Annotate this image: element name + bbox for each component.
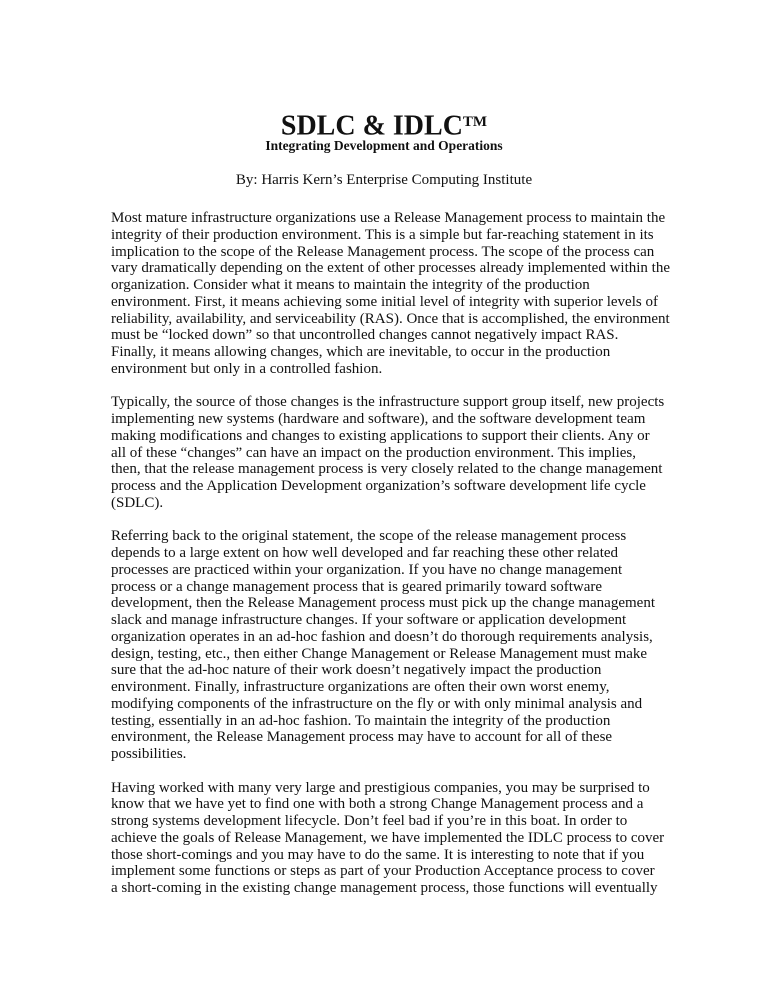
text-line: slack and manage infrastructure changes. If your software or application development — [111, 612, 627, 628]
title-text: SDLC & IDLC — [280, 110, 463, 142]
text-line: process and the Application Development organization’s software development life cycle — [111, 478, 646, 494]
text-line: development, then the Release Management process must pick up the change management — [111, 595, 655, 612]
text-line: Typically, the source of those changes is the infrastructure support group itself, new projects — [111, 394, 665, 411]
text-line: (SDLC). — [111, 494, 164, 511]
text-line: implementing new systems (hardware and software), and the software development team — [111, 411, 646, 427]
paragraph — [111, 210, 671, 378]
text-line: implication to the scope of the Release Management process. The scope of the process can — [111, 243, 655, 260]
paragraph — [111, 780, 671, 897]
text-line: know that we have yet to find one with both a strong Change Management process and a — [111, 796, 644, 813]
text-line: then, that the release management process is very closely related to the change management — [111, 461, 663, 478]
document-body — [111, 210, 671, 914]
text-line: environment. First, it means achieving some initial level of integrity with superior levels of — [111, 293, 658, 310]
paragraph — [111, 528, 671, 763]
byline: By: Harris Kern’s Enterprise Computing Institute — [235, 172, 533, 188]
text-line: making modifications and changes to existing applications to support their clients. Any or — [111, 427, 650, 444]
text-line: Having worked with many very large and prestigious companies, you may be surprised to — [111, 779, 650, 796]
text-line: vary dramatically depending on the extent of other processes already implemented within the — [111, 260, 670, 277]
text-line: environment but only in a controlled fashion. — [111, 360, 383, 377]
text-line: strong systems development lifecycle. Don’t feel bad if you’re in this boat. In order to — [111, 813, 628, 829]
text-line: a short-coming in the existing change management process, those functions will eventually — [111, 880, 658, 896]
text-line: environment, the Release Management process may have to account for all of these — [111, 729, 613, 746]
text-line: achieve the goals of Release Management, we have implemented the IDLC process to cover — [111, 829, 665, 846]
text-line: testing, essentially in an ad-hoc fashion. To maintain the integrity of the production — [111, 712, 611, 729]
text-line: depends to a large extent on how well developed and far reaching these other related — [111, 545, 619, 561]
text-line: design, testing, etc., then either Change Management or Release Management must make — [111, 645, 648, 662]
text-line: Finally, it means allowing changes, which are inevitable, to occur in the production — [111, 344, 611, 360]
text-line: implement some functions or steps as part of your Production Acceptance process to cover — [111, 863, 655, 880]
text-line: possibilities. — [111, 746, 187, 762]
text-line: integrity of their production environment. This is a simple but far-reaching statement in its — [111, 226, 654, 243]
text-line: environment. Finally, infrastructure organizations are often their own worst enemy, — [111, 679, 610, 695]
text-line: Referring back to the original statement, the scope of the release management process — [111, 528, 627, 545]
text-line: those short-comings and you may have to do the same. It is interesting to note that if you — [111, 846, 645, 863]
text-line: organization operates in an ad-hoc fashion and doesn’t do thorough requirements analysis, — [111, 628, 653, 645]
text-line: process or a change management process that is geared primarily toward software — [111, 578, 603, 595]
text-line: sure that the ad-hoc nature of their work doesn’t negatively impact the production — [111, 662, 602, 679]
paragraph — [111, 394, 671, 511]
text-line: organization. Consider what it means to maintain the integrity of the production — [111, 277, 590, 293]
document-subtitle: Integrating Development and Operations — [265, 138, 503, 153]
text-line: modifying components of the infrastructure on the fly or with only minimal analysis and — [111, 695, 643, 712]
text-line: must be “locked down” so that uncontrolled changes cannot negatively impact RAS. — [111, 327, 619, 344]
text-line: reliability, availability, and serviceability (RAS). Once that is accomplished, the environment — [111, 310, 670, 327]
trademark-mark: TM — [462, 114, 488, 130]
text-line: Most mature infrastructure organizations use a Release Management process to maintain the — [111, 210, 666, 226]
text-line: all of these “changes” can have an impact on the production environment. This implies, — [111, 444, 636, 461]
text-line: processes are practiced within your organization. If you have no change management — [111, 561, 623, 578]
